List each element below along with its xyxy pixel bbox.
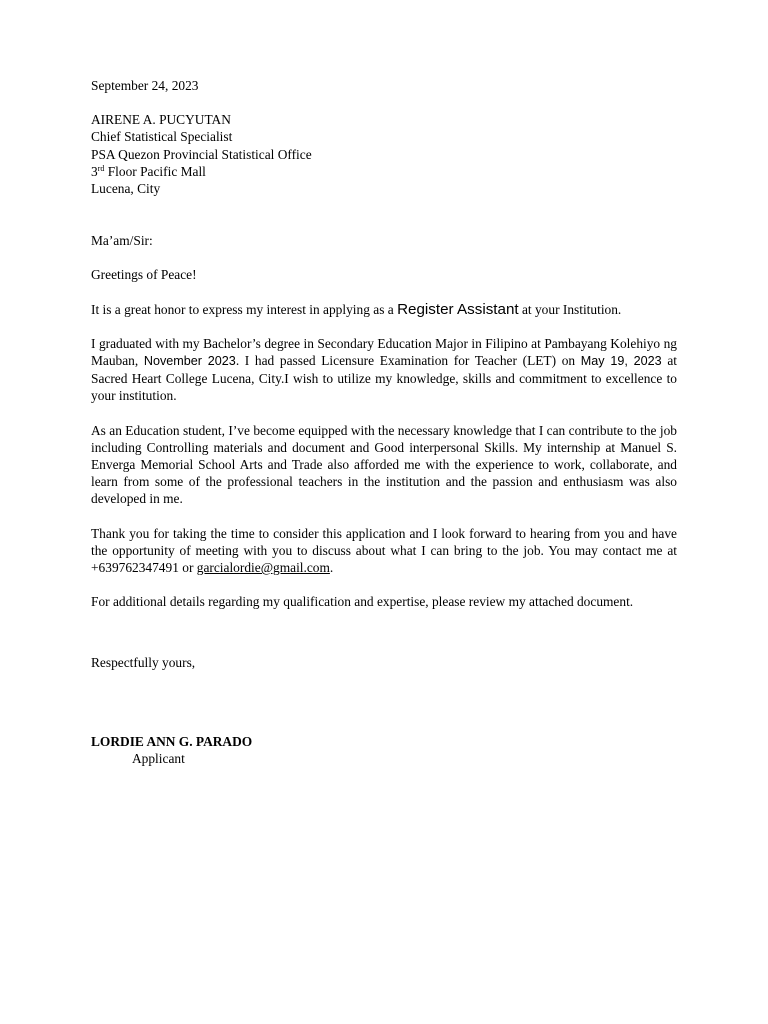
recipient-office: PSA Quezon Provincial Statistical Office xyxy=(91,146,312,162)
paragraph-education xyxy=(91,335,677,405)
letter-date: September 24, 2023 xyxy=(91,78,199,93)
email-link[interactable]: garcialordie@gmail.com xyxy=(196,560,330,576)
signer-name: LORDIE ANN G. PARADO xyxy=(91,733,253,749)
contact-text-end: . xyxy=(329,560,334,576)
floor-suffix: rd xyxy=(97,163,105,173)
floor-rest: Floor Pacific Mall xyxy=(104,163,206,179)
exam-date: May 19, 2023 xyxy=(580,354,662,369)
recipient-name: AIRENE A. PUCYUTAN xyxy=(91,112,231,128)
recipient-address xyxy=(91,111,677,197)
greeting: Greetings of Peace! xyxy=(91,267,197,283)
education-text-1: I graduated with my Bachelor’s degree in Secondary Education Major in Filipino at Pambayang Kolehiyo ng Mauban, xyxy=(91,335,677,369)
recipient-city: Lucena, City xyxy=(91,181,161,197)
recipient-floor xyxy=(91,163,677,180)
floor-number: 3 xyxy=(91,163,98,179)
interest-text-start: It is a great honor to express my interest in applying as a xyxy=(91,301,398,317)
education-text-2: . I had passed Licensure Examination for Teacher (LET) on xyxy=(235,353,581,369)
closing: Respectfully yours, xyxy=(91,655,196,671)
graduation-month: November 2023 xyxy=(143,354,236,369)
contact-text: Thank you for taking the time to consider this application and I look forward to hearing from you and have the opportunity of meeting with you to discuss about what I can bring to the job. You may contact me at +639762347491 or xyxy=(91,525,677,576)
salutation: Ma’am/Sir: xyxy=(91,233,153,249)
recipient-title: Chief Statistical Specialist xyxy=(91,129,233,145)
paragraph-interest xyxy=(91,301,677,318)
education-text-3: at Sacred Heart College Lucena, City.I wish to utilize my knowledge, skills and commitment to excellence to your institution. xyxy=(91,353,678,404)
paragraph-additional: For additional details regarding my qualification and expertise, please review my attached document. xyxy=(91,594,634,610)
letter-page xyxy=(91,77,677,767)
signer-title: Applicant xyxy=(132,750,185,766)
paragraph-experience: As an Education student, I’ve become equipped with the necessary knowledge that I can contribute to the job including Controlling materials and document and Good interpersonal Skills. My internship at Manuel S. Enverga Memorial School Arts and Trade also afforded me with the experience to work, collaborate, and learn from some of the professional teachers in the institution and the passion and enthusiasm was also developed in me. xyxy=(91,422,677,507)
paragraph-contact xyxy=(91,525,677,577)
position-title: Register Assistant xyxy=(397,300,519,318)
interest-text-end: at your Institution. xyxy=(518,301,622,317)
